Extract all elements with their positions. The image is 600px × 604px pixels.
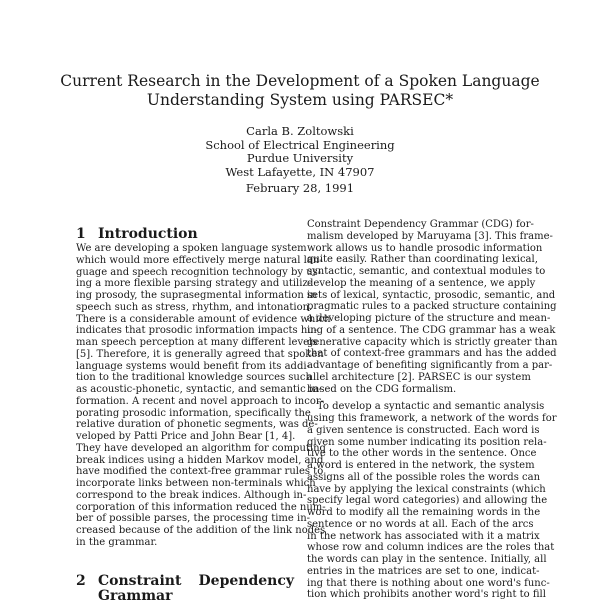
paper-title: [60, 72, 540, 110]
text-line: speech such as stress, rhythm, and intonation.: [76, 301, 313, 313]
section-2-title-word2: Dependency: [198, 573, 294, 589]
text-line: in the grammar.: [76, 536, 158, 548]
text-line: malism developed by Maruyama [3]. This frame-: [307, 230, 553, 242]
text-line: sentence or no words at all. Each of the arcs: [307, 518, 534, 530]
text-line: corporation of this information reduced the num-: [76, 501, 326, 513]
text-line: whose row and column indices are the roles that: [307, 542, 555, 554]
text-line: which would more effectively merge natural lan-: [76, 254, 323, 266]
text-line: using this framework, a network of the words for: [307, 413, 557, 424]
text-line: a word is entered in the network, the system: [307, 460, 535, 471]
text-line: porating prosodic information, specifically the: [76, 407, 311, 419]
text-line: ing a more flexible parsing strategy and utiliz-: [76, 278, 312, 290]
text-line: break indices using a hidden Markov model, and: [76, 454, 324, 466]
section-1-heading: [76, 226, 198, 242]
text-line: work allows us to handle prosodic information: [307, 242, 543, 254]
text-line: indicates that prosodic information impacts hu-: [76, 325, 318, 337]
title-line-1: Current Research in the Development of a Spoken Language: [60, 72, 540, 90]
text-line: veloped by Patti Price and John Bear [1, 4].: [76, 431, 296, 442]
left-column: [76, 243, 331, 549]
author-name: Carla B. Zoltowski: [246, 124, 354, 138]
text-line: develop the meaning of a sentence, we apply: [307, 277, 536, 289]
text-line: To develop a syntactic and semantic analysis: [317, 401, 545, 413]
text-line: a developing picture of the structure and mean-: [307, 313, 551, 324]
text-line: incorporate links between non-terminals which: [76, 478, 316, 489]
text-line: ing that there is nothing about one word's func-: [307, 577, 550, 589]
text-line: assigns all of the possible roles the words can: [307, 471, 541, 483]
text-line: that of context-free grammars and has the added: [307, 348, 557, 360]
section-1-number: 1: [76, 226, 86, 242]
text-line: pragmatic rules to a packed structure containing: [307, 301, 557, 313]
text-line: tive to the other words in the sentence. Once: [307, 448, 537, 460]
author-school: School of Electrical Engineering: [205, 137, 395, 152]
text-line: Constraint Dependency Grammar (CDG) for-: [307, 219, 534, 230]
text-line: have modified the context-free grammar rules to: [76, 466, 324, 478]
text-line: entries in the matrices are set to one, indicat-: [307, 565, 540, 577]
text-line: formation. A recent and novel approach to incor-: [76, 395, 325, 407]
text-line: creased because of the addition of the link nodes: [76, 525, 326, 536]
text-line: generative capacity which is strictly greater than: [307, 336, 558, 348]
section-2-heading: [76, 574, 294, 604]
text-line: given some number indicating its position rela-: [307, 436, 547, 448]
text-line: as acoustic-phonetic, syntactic, and semantic in-: [76, 384, 322, 395]
text-line: relative duration of phonetic segments, was de-: [76, 419, 318, 431]
section-1-title: Introduction: [98, 226, 198, 242]
text-line: We are developing a spoken language system: [76, 243, 307, 254]
section-2-title-word1: Constraint: [98, 573, 182, 589]
author-block: [150, 125, 450, 179]
text-line: [5]. Therefore, it is generally agreed that spoken: [76, 348, 324, 360]
section-2-title-word3: Grammar: [98, 588, 173, 604]
right-column: [307, 219, 558, 601]
text-line: sets of lexical, syntactic, prosodic, semantic, and: [307, 289, 556, 301]
paper-date: February 28, 1991: [245, 181, 355, 195]
section-2-number: 2: [76, 573, 86, 589]
text-line: correspond to the break indices. Although in-: [76, 489, 307, 501]
text-line: the words can play in the sentence. Initially, all: [307, 554, 547, 565]
text-line: tion which prohibits another word's right to fill: [307, 589, 546, 601]
text-line: ing of a sentence. The CDG grammar has a weak: [307, 324, 556, 336]
text-line: a given sentence is constructed. Each word is: [307, 424, 540, 436]
text-line: advantage of benefiting significantly from a par-: [307, 360, 553, 371]
text-line: have by applying the lexical constraints (which: [307, 483, 546, 495]
text-line: ing prosody, the suprasegmental information in: [76, 290, 317, 301]
text-line: They have developed an algorithm for computing: [76, 442, 326, 454]
title-line-2: Understanding System using PARSEC*: [146, 91, 454, 109]
text-line: based on the CDG formalism.: [307, 383, 457, 395]
text-line: ber of possible parses, the processing time in-: [76, 513, 311, 525]
author-university: Purdue University: [246, 151, 354, 165]
author-location: West Lafayette, IN 47907: [225, 164, 375, 179]
text-line: allel architecture [2]. PARSEC is our system: [307, 371, 531, 383]
text-line: tion to the traditional knowledge sources such: [76, 372, 312, 384]
text-line: word to modify all the remaining words in the: [307, 507, 541, 518]
text-line: quite easily. Rather than coordinating lexical,: [307, 254, 538, 266]
text-line: There is a considerable amount of evidence which: [76, 313, 331, 325]
text-line: in the network has associated with it a matrix: [307, 530, 540, 542]
text-line: man speech perception at many different levels: [76, 337, 318, 348]
text-line: guage and speech recognition technology by us-: [76, 266, 322, 278]
text-line: language systems would benefit from its addi-: [76, 360, 310, 372]
text-line: specify legal word categories) and allowing the: [307, 495, 548, 507]
text-line: syntactic, semantic, and contextual modules to: [307, 266, 546, 277]
